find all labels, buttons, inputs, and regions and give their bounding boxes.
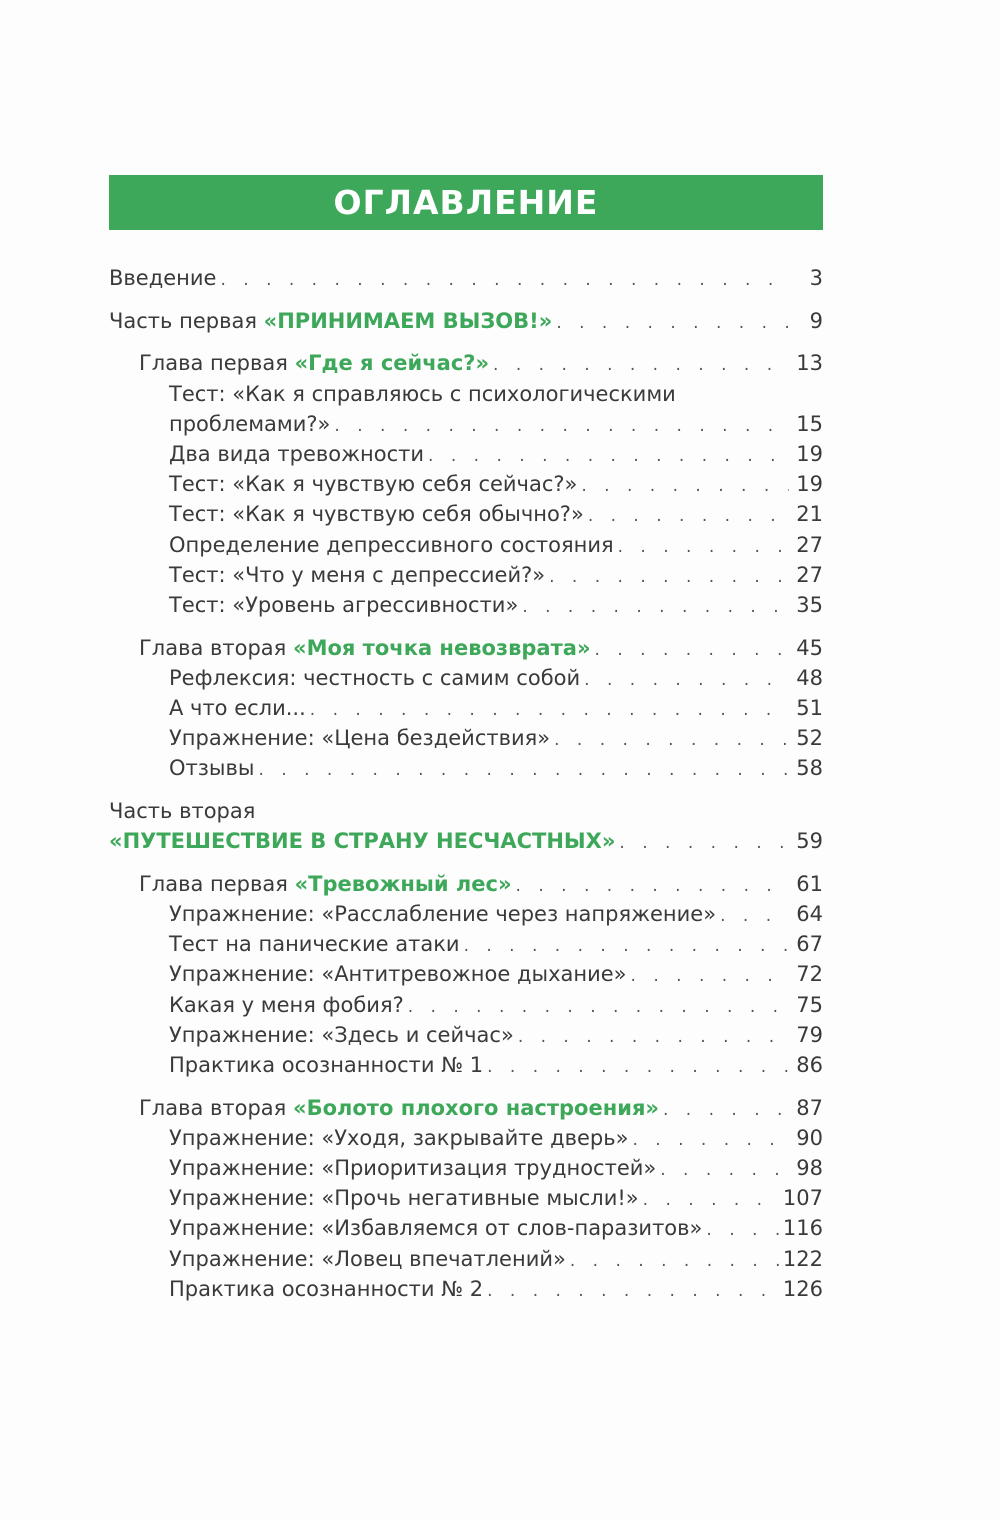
part-prefix: Часть вторая <box>109 799 256 823</box>
dot-leader <box>618 537 789 557</box>
toc-page-number: 79 <box>796 1022 823 1047</box>
toc-page-number: 19 <box>796 441 823 466</box>
toc-page-number: 61 <box>796 871 823 896</box>
dot-leader <box>556 313 789 333</box>
toc-entry-label: Практика осознанности № 2 <box>169 1276 484 1301</box>
chapter-title: «Тревожный лес» <box>294 871 512 896</box>
dot-leader <box>258 760 789 780</box>
toc-page-number: 122 <box>782 1246 823 1271</box>
toc-page-number: 67 <box>796 932 823 957</box>
dot-leader <box>516 876 789 896</box>
toc-entry[interactable] <box>109 932 823 962</box>
dot-leader <box>663 1100 789 1120</box>
toc-entry[interactable] <box>109 902 823 932</box>
toc-entry[interactable] <box>109 696 823 726</box>
toc-entry-label: Тест: «Как я чувствую себя сейчас?» <box>169 472 578 497</box>
dot-leader <box>706 1220 779 1240</box>
dot-leader <box>643 1190 779 1210</box>
dot-leader <box>633 1130 790 1150</box>
toc-entry[interactable] <box>109 1277 823 1307</box>
toc-entry[interactable] <box>109 1053 823 1083</box>
dot-leader <box>581 476 789 496</box>
toc-entry-label: Тест: «Как я чувствую себя обычно?» <box>169 502 584 527</box>
toc-entry[interactable] <box>109 1023 823 1053</box>
part-title: «ПУТЕШЕСТВИЕ В СТРАНУ НЕСЧАСТНЫХ» <box>109 829 616 854</box>
toc-entry-part-1[interactable] <box>109 309 823 339</box>
toc-page-number: 35 <box>796 592 823 617</box>
toc-page-number: 19 <box>796 472 823 497</box>
dot-leader <box>554 730 789 750</box>
toc-entry[interactable] <box>109 1186 823 1216</box>
toc-page-number: 27 <box>796 532 823 557</box>
chapter-title: «Моя точка невозврата» <box>293 635 591 660</box>
toc-entry <box>109 829 823 859</box>
part-prefix: Часть первая <box>109 308 257 333</box>
toc-entry[interactable] <box>109 666 823 696</box>
toc-entry-label: Определение депрессивного состояния <box>169 532 614 557</box>
toc-page-number: 3 <box>809 266 823 290</box>
dot-leader <box>522 597 789 617</box>
dot-leader <box>518 1027 789 1047</box>
dot-leader <box>595 640 789 660</box>
toc-entry[interactable] <box>109 1126 823 1156</box>
chapter-title: «Где я сейчас?» <box>294 351 490 376</box>
toc-page-number: 9 <box>809 308 823 333</box>
toc-page-number: 45 <box>796 635 823 660</box>
toc-entry-label <box>139 351 489 375</box>
dot-leader <box>584 670 789 690</box>
toc-page-number: 13 <box>796 351 823 376</box>
toc-page-number: 59 <box>796 829 823 854</box>
toc-page-number: 48 <box>796 665 823 690</box>
toc-page-number: 72 <box>796 962 823 987</box>
toc-entry[interactable] <box>109 993 823 1023</box>
dot-leader <box>549 567 789 587</box>
dot-leader <box>487 1057 789 1077</box>
toc-entry[interactable] <box>109 962 823 992</box>
toc-entry[interactable] <box>109 726 823 756</box>
toc-entry-label <box>139 872 512 896</box>
toc-entry-label: Упражнение: «Прочь негативные мысли!» <box>169 1186 639 1211</box>
chapter-prefix: Глава первая <box>139 351 288 376</box>
toc-entry-label <box>109 309 552 333</box>
toc-entry-label: Какая у меня фобия? <box>169 992 404 1017</box>
toc-entry-label: Упражнение: «Избавляемся от слов-паразитов» <box>169 1216 703 1241</box>
toc-entry[interactable] <box>109 756 823 786</box>
toc-entry-label <box>139 636 591 660</box>
dot-leader <box>660 1160 789 1180</box>
toc-entry-label: Упражнение: «Расслабление через напряжение» <box>169 902 717 927</box>
toc-page-number: 27 <box>796 562 823 587</box>
toc-page-number: 86 <box>796 1053 823 1077</box>
toc-page-number: 126 <box>782 1276 823 1301</box>
toc-entry-label: проблемами?» <box>169 411 331 436</box>
toc-entry-intro[interactable] <box>109 266 823 296</box>
table-of-contents <box>109 266 823 1307</box>
toc-entry-chapter[interactable] <box>109 872 823 902</box>
toc-entry-label: Упражнение: «Здесь и сейчас» <box>169 1022 514 1047</box>
toc-entry-label <box>139 1096 659 1120</box>
toc-entry-label: Упражнение: «Приоритизация трудностей» <box>169 1156 657 1181</box>
chapter-prefix: Глава вторая <box>139 635 287 660</box>
toc-page-number: 58 <box>796 756 823 781</box>
dot-leader <box>428 446 789 466</box>
toc-entry <box>169 412 823 442</box>
toc-entry-label: А что если... <box>169 695 306 720</box>
toc-entry-label: Практика осознанности № 1 <box>169 1053 484 1077</box>
toc-entry-label: Тест на панические атаки <box>169 932 460 957</box>
toc-entry[interactable] <box>109 1247 823 1277</box>
toc-page-number: 21 <box>796 502 823 527</box>
dot-leader <box>588 506 789 526</box>
toc-page-number: 87 <box>796 1095 823 1120</box>
toc-entry[interactable] <box>109 533 823 563</box>
dot-leader <box>464 936 789 956</box>
part-title: «ПРИНИМАЕМ ВЫЗОВ!» <box>263 308 553 333</box>
dot-leader <box>619 833 789 853</box>
chapter-prefix: Глава первая <box>139 871 288 896</box>
toc-page-number: 52 <box>796 726 823 751</box>
dot-leader <box>310 700 789 720</box>
toc-entry-label-line1: Тест: «Как я справляюсь с психологическими <box>169 381 676 406</box>
toc-entry-label: Введение <box>109 266 217 290</box>
chapter-title: «Болото плохого настроения» <box>293 1095 659 1120</box>
title-bar <box>109 175 823 230</box>
toc-page-number: 90 <box>796 1125 823 1150</box>
toc-entry-label: Упражнение: «Уходя, закрывайте дверь» <box>169 1125 629 1150</box>
toc-entry-label: Упражнение: «Цена бездействия» <box>169 726 551 751</box>
dot-leader <box>570 1251 779 1271</box>
toc-entry-label: Упражнение: «Ловец впечатлений» <box>169 1246 566 1271</box>
toc-entry-label: Отзывы <box>169 756 255 781</box>
toc-entry[interactable] <box>109 1156 823 1186</box>
toc-entry-label: Два вида тревожности <box>169 441 425 466</box>
chapter-prefix: Глава вторая <box>139 1095 287 1120</box>
dot-leader <box>487 1281 779 1301</box>
toc-entry-label: Упражнение: «Антитревожное дыхание» <box>169 962 627 987</box>
toc-page-number: 51 <box>796 695 823 720</box>
toc-page-number: 107 <box>782 1186 823 1211</box>
dot-leader <box>631 966 789 986</box>
toc-page-number: 116 <box>782 1216 823 1241</box>
toc-page-number: 15 <box>796 411 823 436</box>
toc-entry-label: Тест: «Что у меня с депрессией?» <box>169 562 546 587</box>
dot-leader <box>720 906 789 926</box>
toc-entry-chapter[interactable] <box>109 1096 823 1126</box>
toc-entry-part-2[interactable] <box>109 799 823 859</box>
toc-entry-chapter[interactable] <box>109 351 823 381</box>
toc-page-number: 98 <box>796 1156 823 1181</box>
toc-entry[interactable] <box>109 1216 823 1246</box>
dot-leader <box>493 355 789 375</box>
toc-entry-multiline[interactable] <box>109 382 823 442</box>
toc-entry[interactable] <box>109 593 823 623</box>
toc-entry[interactable] <box>109 472 823 502</box>
toc-page-number: 75 <box>796 992 823 1017</box>
toc-entry[interactable] <box>109 442 823 472</box>
dot-leader <box>220 270 789 290</box>
toc-entry[interactable] <box>109 502 823 532</box>
toc-entry-chapter[interactable] <box>109 636 823 666</box>
page-title: ОГЛАВЛЕНИЕ <box>333 183 599 222</box>
toc-entry[interactable] <box>109 563 823 593</box>
toc-entry-label: Тест: «Уровень агрессивности» <box>169 592 519 617</box>
toc-page-number: 64 <box>796 902 823 927</box>
dot-leader <box>408 997 789 1017</box>
dot-leader <box>334 416 789 436</box>
toc-entry-label: Рефлексия: честность с самим собой <box>169 665 581 690</box>
